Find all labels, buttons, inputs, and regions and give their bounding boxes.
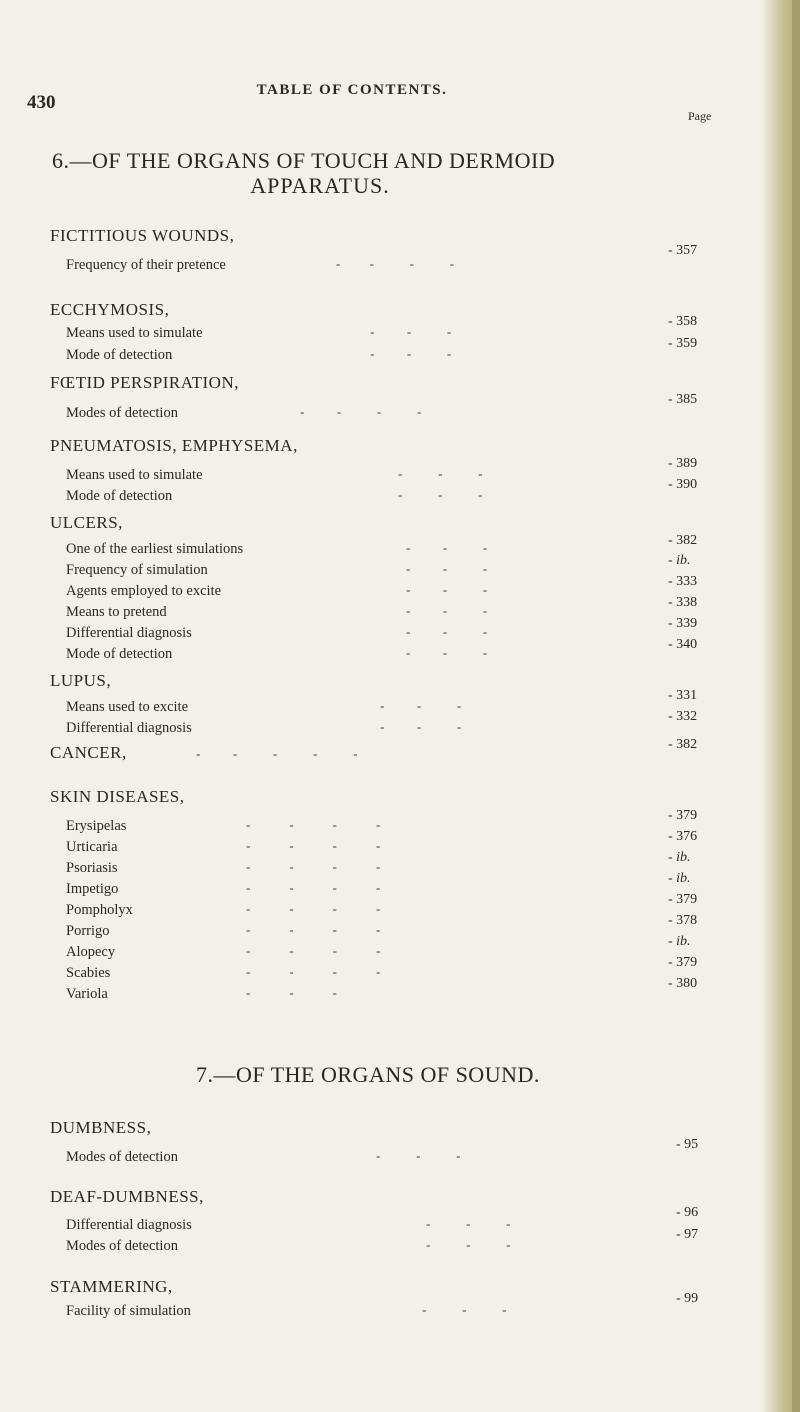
leader-dashes: - - - - bbox=[336, 256, 455, 271]
entry-label: Mode of detection bbox=[66, 488, 173, 504]
entry-label: Modes of detection bbox=[66, 405, 178, 421]
leader-dashes: - - - - bbox=[246, 838, 381, 853]
entry-page: - 379 bbox=[668, 808, 698, 823]
entry-label: Mode of detection bbox=[66, 347, 173, 363]
page-number: 430 bbox=[27, 92, 56, 113]
entry-label: Means used to simulate bbox=[66, 325, 203, 341]
section-6-title: 6.—OF THE ORGANS OF TOUCH AND DERMOID bbox=[52, 148, 556, 173]
heading-foetid-perspiration: FŒTID PERSPIRATION, bbox=[50, 373, 239, 392]
entry-page: - 380 bbox=[668, 976, 698, 991]
leader-dashes: - - - bbox=[406, 540, 488, 555]
entry-label: Urticaria bbox=[66, 839, 118, 855]
heading-deaf-dumbness: DEAF-DUMBNESS, bbox=[50, 1187, 204, 1206]
section-7-title: 7.—OF THE ORGANS OF SOUND. bbox=[196, 1062, 540, 1087]
leader-dashes: - - - - bbox=[246, 901, 381, 916]
leader-dashes: - - - bbox=[426, 1216, 511, 1231]
leader-dashes: - - - - bbox=[246, 817, 381, 832]
page-column-label: Page bbox=[688, 109, 712, 123]
heading-ecchymosis: ECCHYMOSIS, bbox=[50, 300, 170, 319]
leader-dashes: - - - bbox=[406, 582, 488, 597]
entry-page: - 331 bbox=[668, 688, 698, 703]
leader-dashes: - - - bbox=[406, 624, 488, 639]
running-title: TABLE OF CONTENTS. bbox=[256, 82, 448, 98]
heading-dumbness: DUMBNESS, bbox=[50, 1118, 152, 1137]
entry-page: - 376 bbox=[668, 829, 698, 844]
entry-label: Differential diagnosis bbox=[66, 1217, 192, 1233]
page-edge-border bbox=[792, 0, 800, 1412]
entry-page: - 390 bbox=[668, 477, 698, 492]
heading-ulcers: ULCERS, bbox=[50, 513, 123, 532]
entry-page: - 379 bbox=[668, 955, 698, 970]
heading-skin-diseases: SKIN DISEASES, bbox=[50, 787, 185, 806]
entry-page: - 99 bbox=[676, 1291, 699, 1306]
entry-page: - 358 bbox=[668, 314, 698, 329]
leader-dashes: - - - - bbox=[300, 404, 422, 419]
entry-page: - 389 bbox=[668, 456, 698, 471]
leader-dashes: - - - bbox=[422, 1302, 507, 1317]
entry-label: Impetigo bbox=[66, 881, 119, 897]
entry-page: - 378 bbox=[668, 913, 698, 928]
entry-page: - 379 bbox=[668, 892, 698, 907]
entry-label: Facility of simulation bbox=[66, 1303, 191, 1319]
heading-fictitious-wounds: FICTITIOUS WOUNDS, bbox=[50, 226, 235, 245]
entry-label: Pompholyx bbox=[66, 902, 133, 918]
entry-label: Means used to simulate bbox=[66, 467, 203, 483]
entry-label: Scabies bbox=[66, 965, 111, 981]
leader-dashes: - - - - bbox=[246, 922, 381, 937]
entry-page: - 338 bbox=[668, 595, 698, 610]
leader-dashes: - - - bbox=[426, 1237, 511, 1252]
leader-dashes: - - - bbox=[406, 645, 488, 660]
entry-label: Differential diagnosis bbox=[66, 625, 192, 641]
leader-dashes: - - - bbox=[370, 324, 452, 339]
entry-label: Frequency of simulation bbox=[66, 562, 208, 578]
entry-label: Psoriasis bbox=[66, 860, 118, 876]
entry-page: - 95 bbox=[676, 1137, 699, 1152]
heading-stammering: STAMMERING, bbox=[50, 1277, 173, 1296]
heading-cancer: CANCER, bbox=[50, 743, 127, 762]
entry-page: - 96 bbox=[676, 1205, 699, 1220]
leader-dashes: - - - bbox=[398, 466, 483, 481]
leader-dashes: - - - bbox=[376, 1148, 461, 1163]
leader-dashes: - - - - - bbox=[196, 746, 358, 761]
entry-label: Modes of detection bbox=[66, 1149, 178, 1165]
section-6-subtitle: APPARATUS. bbox=[250, 173, 390, 198]
leader-dashes: - - - bbox=[246, 985, 337, 1000]
entry-page: - 357 bbox=[668, 243, 698, 258]
entry-label: Means to pretend bbox=[66, 604, 167, 620]
leader-dashes: - - - bbox=[380, 698, 462, 713]
entry-label: Means used to excite bbox=[66, 699, 189, 715]
leader-dashes: - - - - bbox=[246, 859, 381, 874]
entry-page: - 382 bbox=[668, 737, 698, 752]
leader-dashes: - - - bbox=[406, 603, 488, 618]
entry-label: Differential diagnosis bbox=[66, 720, 192, 736]
entry-label: Agents employed to excite bbox=[66, 583, 222, 599]
leader-dashes: - - - bbox=[398, 487, 483, 502]
entry-label: Porrigo bbox=[66, 923, 110, 939]
heading-lupus: LUPUS, bbox=[50, 671, 112, 690]
leader-dashes: - - - bbox=[370, 346, 452, 361]
entry-page: - 333 bbox=[668, 574, 698, 589]
entry-page: - 359 bbox=[668, 336, 698, 351]
entry-label: Alopecy bbox=[66, 944, 116, 960]
entry-page: - ib. bbox=[668, 871, 691, 886]
entry-label: Modes of detection bbox=[66, 1238, 178, 1254]
entry-label: Frequency of their pretence bbox=[66, 257, 226, 273]
entry-label: Variola bbox=[66, 986, 108, 1002]
entry-label: Mode of detection bbox=[66, 646, 173, 662]
entry-page: - 97 bbox=[676, 1227, 699, 1242]
leader-dashes: - - - bbox=[380, 719, 462, 734]
entry-label: One of the earliest simulations bbox=[66, 541, 244, 557]
entry-page: - 340 bbox=[668, 637, 698, 652]
heading-pneumatosis: PNEUMATOSIS, EMPHYSEMA, bbox=[50, 436, 298, 455]
leader-dashes: - - - bbox=[406, 561, 488, 576]
leader-dashes: - - - - bbox=[246, 964, 381, 979]
entry-page: - 332 bbox=[668, 709, 698, 724]
entry-label: Erysipelas bbox=[66, 818, 127, 834]
leader-dashes: - - - - bbox=[246, 880, 381, 895]
entry-page: - ib. bbox=[668, 934, 691, 949]
entry-page: - ib. bbox=[668, 850, 691, 865]
entry-page: - ib. bbox=[668, 553, 691, 568]
entry-page: - 382 bbox=[668, 533, 698, 548]
leader-dashes: - - - - bbox=[246, 943, 381, 958]
entry-page: - 385 bbox=[668, 392, 698, 407]
entry-page: - 339 bbox=[668, 616, 698, 631]
